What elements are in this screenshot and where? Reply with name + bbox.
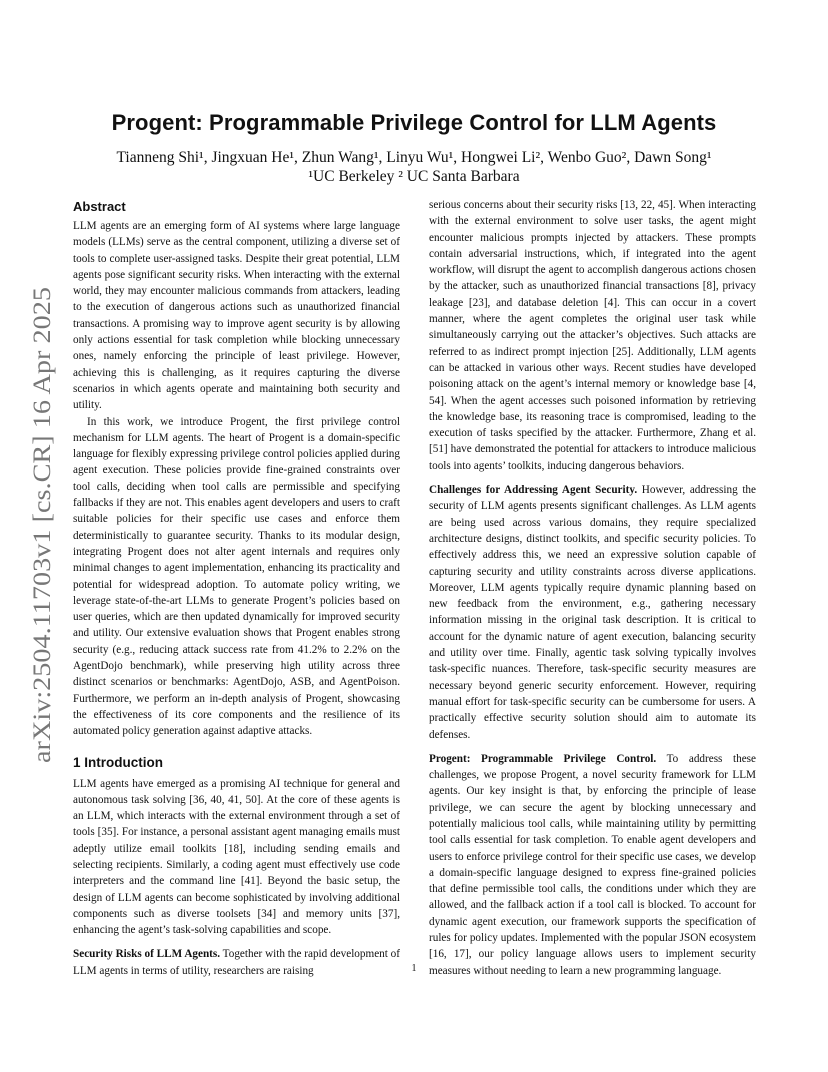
progent-run-in-heading: Progent: Programmable Privilege Control. <box>429 752 657 765</box>
left-column <box>73 197 400 979</box>
abstract-paragraph-2: In this work, we introduce Progent, the first privilege control mechanism for LLM agents. The heart of Progent is a domain-specific language for flexibly expressing privilege control policies applied during agent execution. These policies provide fine-grained constraints over tool calls, deciding when tool calls are permissible and specifying fallbacks if they are not. This enables agent developers and users to craft suitable policies for their specific use cases and enforce them deterministically to guarantee security. Thanks to its modular design, integrating Progent does not alter agent internals and requires only minimal changes to agent implementation, enhancing its practicality and potential for widespread adoption. To automate policy writing, we leverage state-of-the-art LLMs to generate Progent’s policies based on user queries, which are then updated dynamically for improved security and utility. Our extensive evaluation shows that Progent enables strong security (e.g., reducing attack success rate from 41.2% to 2.2% on the AgentDojo benchmark), while preserving high utility across three distinct scenarios or benchmarks: AgentDojo, ASB, and AgentPoison. Furthermore, we perform an in-depth analysis of Progent, showcasing the effectiveness of its core components and the resilience of its automated policy generation against adaptive attacks. <box>73 415 400 738</box>
affiliations: ¹UC Berkeley ² UC Santa Barbara <box>308 168 520 185</box>
abstract-paragraph-1: LLM agents are an emerging form of AI systems where large language models (LLMs) serve as the central component, utilizing a diverse set of tools to complete user-assigned tasks. Despite their great potential, LLM agents pose significant security risks. When interacting with the external world, they may encounter malicious commands from attackers, leading to the execution of dangerous actions such as unauthorized financial transactions. A promising way to improve agent security is by allowing only actions essential for task completion while blocking unnecessary ones, namely enforcing the principle of least privilege. However, achieving this is challenging, as it requires capturing the diverse scenarios in which agents operate and maintaining both security and utility. <box>73 220 400 412</box>
abstract-heading: Abstract <box>73 199 126 214</box>
security-risks-run-in-heading: Security Risks of LLM Agents. <box>73 948 221 961</box>
paper-title: Progent: Programmable Privilege Control for LLM Agents <box>111 110 717 135</box>
arxiv-identifier-stamp <box>14 285 62 765</box>
intro-paragraph-1: LLM agents have emerged as a promising AI technique for general and autonomous task solving [36, 40, 41, 50]. At the core of these agents is an LLM, which interacts with the external environment through a set of tools [35]. For instance, a personal assistant agent managing emails must adeptly utilize email toolkits [18], including sending emails and selecting recipients. Similarly, a coding agent must effectively use code interpreters and the command line [41]. Beyond the basic setup, the design of LLM agents can become sophisticated by involving additional components such as diverse toolsets [34] and memory units [37], enhancing the agent’s task-solving capabilities and scope. <box>73 777 400 937</box>
introduction-heading: 1 Introduction <box>73 754 163 770</box>
page-number: 1 <box>411 963 417 974</box>
arxiv-id-text: arXiv:2504.11703v1 [cs.CR] 16 Apr 2025 <box>29 341 56 763</box>
author-list: Tianneng Shi¹, Jingxuan He¹, Zhun Wang¹, Linyu Wu¹, Hongwei Li², Wenbo Guo², Dawn Song¹ <box>116 149 712 166</box>
challenges-run-in-heading: Challenges for Addressing Agent Security. <box>429 484 638 497</box>
challenges-paragraph <box>429 482 756 743</box>
challenges-text: However, addressing the security of LLM agents presents significant challenges. As LLM agents are being used across various domains, they require specialized architecture designs, distinct toolkits, and specific security policies. To effectively address this, we need an expressive solution capable of capturing security and utility constraints across diverse applications. Moreover, LLM agents typically require dynamic planning based on new feedback from the environment, e.g., gathering necessary information missing in the original task description. It is critical to account for the dynamic nature of agent execution, balancing security and utility over time. Finally, agentic task solving typically involves task-specific nuances. Therefore, task-specific security measures are necessary beyond generic security enforcement. However, requiring manual effort for task-specific security can be cumbersome for users. A practically effective security solution should aim to automate its defenses. <box>429 484 756 741</box>
progent-text: To address these challenges, we propose Progent, a novel security framework for LLM agents. Our key insight is that, by enforcing the principle of lease privilege, we can secure the agent by blocking unnecessary and potentially malicious tool calls, while maintaining utility by permitting tool calls essential for task completion. To enable agent developers and users to enforce privilege control for their specific use cases, we develop a domain-specific language designed to express fine-grained policies that define permissible tool calls, the conditions under which they are allowed, and the fallback action if a tool call is blocked. To account for dynamic agent execution, our framework supports the specification of rules for policy updates. Implemented with the popular JSON ecosystem [16, 17], our policy language allows users to implement security measures without needing to learn a new programming language. <box>429 752 756 977</box>
right-column <box>429 197 756 979</box>
progent-paragraph <box>429 751 756 979</box>
security-risks-text: Together with the rapid development of LLM agents in terms of utility, researchers are raising <box>73 948 400 977</box>
intro-continued-paragraph: serious concerns about their security risks [13, 22, 45]. When interacting with the external environment to solve user tasks, the agent might encounter malicious prompts injected by attackers. These prompts contain adversarial instructions, which, if integrated into the agent workflow, will disrupt the agent to accomplish dangerous actions chosen by the attacker, such as unauthorized financial transactions [8], privacy leakage [23], and database deletion [4]. This can occur in a covert manner, where the agent completes the original user task while simultaneously carrying out the attacker’s objectives. Such attacks are referred to as indirect prompt injection [25]. Additionally, LLM agents can be attacked in various other ways. Recent studies have developed poisoning attack on the agent’s internal memory or knowledge base [4, 54]. When the agent accesses such poisoned information by retrieving the knowledge base, its reasoning trace is compromised, leading to the execution of tasks specified by the attacker. Furthermore, Zhang et al. [51] have demonstrated the potential for attackers to introduce malicious tools into agents’ toolkits, inducing dangerous behaviors. <box>429 199 756 472</box>
